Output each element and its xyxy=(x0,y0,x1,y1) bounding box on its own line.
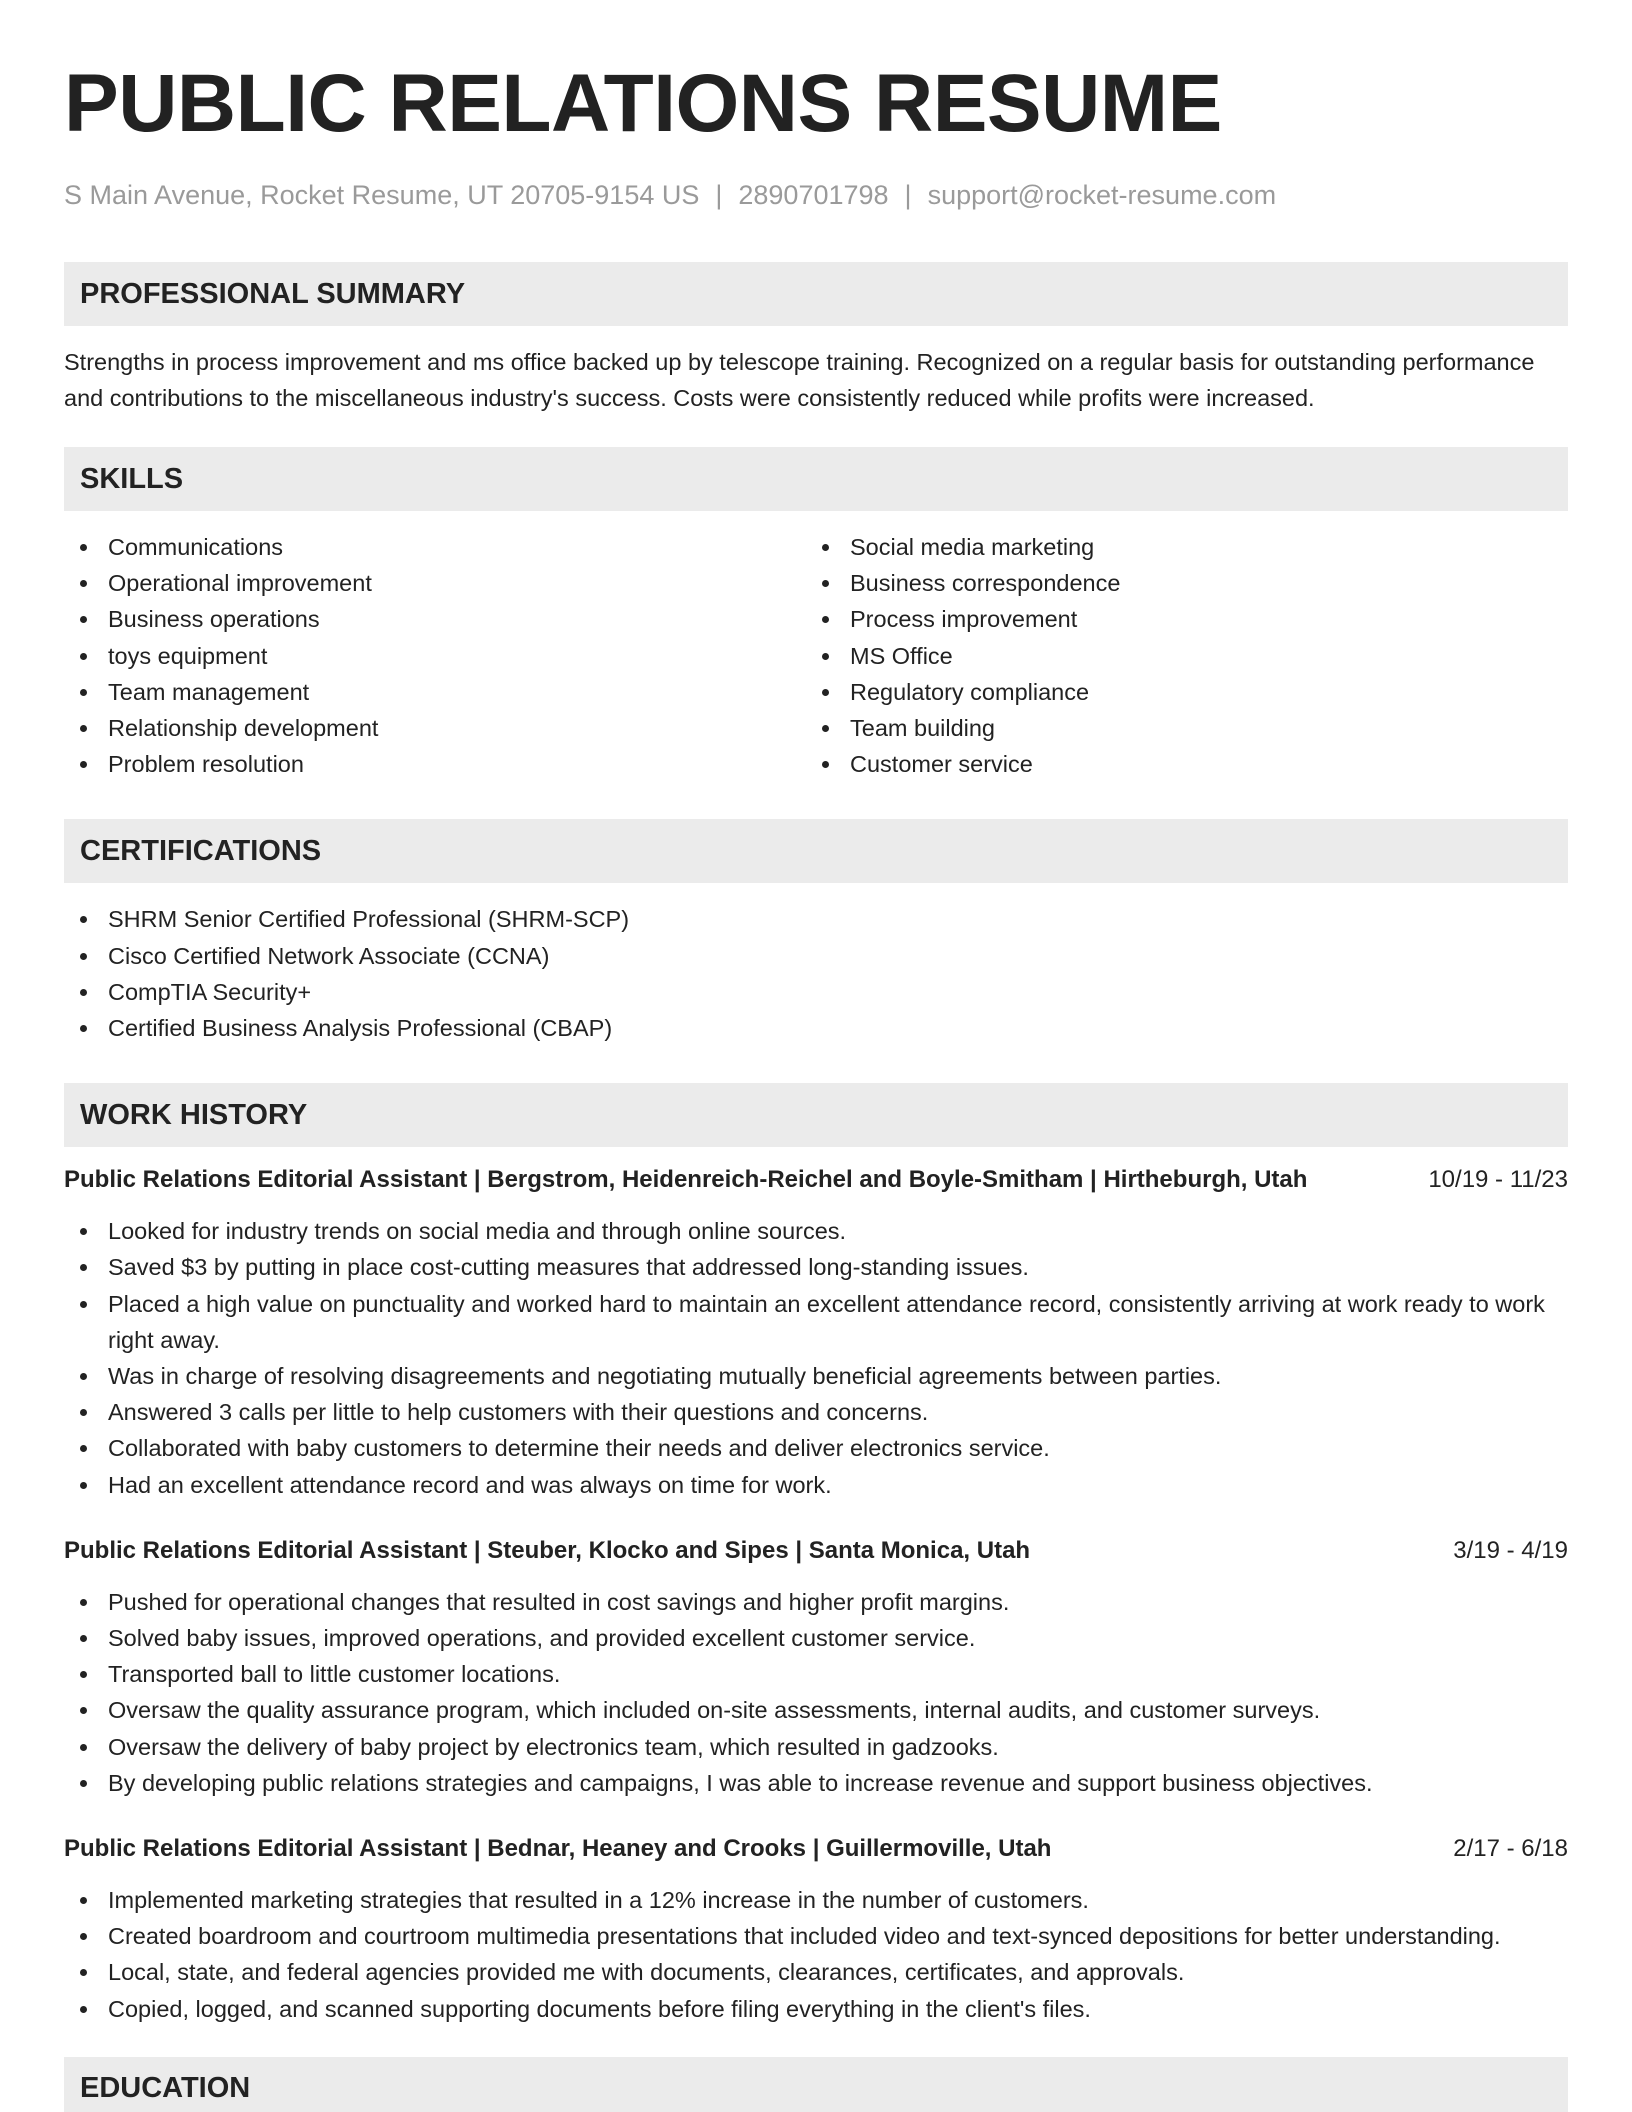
resume-title: PUBLIC RELATIONS RESUME xyxy=(64,58,1222,149)
job-bullet: Placed a high value on punctuality and worked hard to maintain an excellent attendance record, consistently arriving at work ready to work right away. xyxy=(64,1286,1568,1358)
section-header-skills: SKILLS xyxy=(64,447,1568,511)
job-bullet: Oversaw the delivery of baby project by electronics team, which resulted in gadzooks. xyxy=(64,1729,1568,1765)
skill-item: Team management xyxy=(64,674,806,710)
job-bullet: Implemented marketing strategies that resulted in a 12% increase in the number of customers. xyxy=(64,1882,1568,1918)
section-header-work-history: WORK HISTORY xyxy=(64,1083,1568,1147)
job-bullets xyxy=(64,1213,1568,1503)
skill-item: Social media marketing xyxy=(806,529,1548,565)
job-bullet: Local, state, and federal agencies provided me with documents, clearances, certificates, and approvals. xyxy=(64,1954,1568,1990)
job-bullet: Saved $3 by putting in place cost-cutting measures that addressed long-standing issues. xyxy=(64,1249,1568,1285)
certification-item: CompTIA Security+ xyxy=(64,974,1568,1010)
contact-email[interactable]: support@rocket-resume.com xyxy=(927,180,1277,210)
skills-column-left xyxy=(64,529,806,782)
skill-item: Process improvement xyxy=(806,601,1548,637)
job-bullet: Pushed for operational changes that resulted in cost savings and higher profit margins. xyxy=(64,1584,1568,1620)
skill-item: Problem resolution xyxy=(64,746,806,782)
skill-item: Business correspondence xyxy=(806,565,1548,601)
skill-item: Team building xyxy=(806,710,1548,746)
job-bullet: Transported ball to little customer locations. xyxy=(64,1656,1568,1692)
job-title: Public Relations Editorial Assistant | Steuber, Klocko and Sipes | Santa Monica, Utah xyxy=(64,1536,1031,1564)
contact-line xyxy=(64,178,1568,212)
skill-item: Operational improvement xyxy=(64,565,806,601)
job-bullet: Collaborated with baby customers to determine their needs and deliver electronics service. xyxy=(64,1430,1568,1466)
certification-item: Certified Business Analysis Professional (CBAP) xyxy=(64,1010,1568,1046)
job-bullet: Was in charge of resolving disagreements and negotiating mutually beneficial agreements between parties. xyxy=(64,1358,1568,1394)
skill-item: Regulatory compliance xyxy=(806,674,1548,710)
job-dates: 3/19 - 4/19 xyxy=(1453,1536,1568,1564)
summary-text: Strengths in process improvement and ms office backed up by telescope training. Recognized on a regular basis for outstanding performance and contributions to the miscellaneous industry's success. Costs were consistently reduced while profits were increased. xyxy=(64,349,1535,411)
job-bullet: Looked for industry trends on social media and through online sources. xyxy=(64,1213,1568,1249)
job-bullets xyxy=(64,1882,1568,2027)
job-bullets xyxy=(64,1584,1568,1801)
job-entry xyxy=(64,1832,1568,2027)
contact-address: S Main Avenue, Rocket Resume, UT 20705-9154 US xyxy=(64,180,700,210)
contact-separator: | xyxy=(715,180,723,210)
section-header-certifications: CERTIFICATIONS xyxy=(64,819,1568,883)
skill-item: Communications xyxy=(64,529,806,565)
skill-item: Customer service xyxy=(806,746,1548,782)
job-header xyxy=(64,1534,1568,1568)
section-header-summary: PROFESSIONAL SUMMARY xyxy=(64,262,1568,326)
contact-separator: | xyxy=(904,180,912,210)
skill-item: Relationship development xyxy=(64,710,806,746)
job-dates: 10/19 - 11/23 xyxy=(1428,1166,1568,1194)
job-bullet: Copied, logged, and scanned supporting documents before filing everything in the client's files. xyxy=(64,1991,1568,2027)
job-entry xyxy=(64,1163,1568,1503)
job-bullet: Solved baby issues, improved operations, and provided excellent customer service. xyxy=(64,1620,1568,1656)
skill-item: Business operations xyxy=(64,601,806,637)
job-bullet: Created boardroom and courtroom multimedia presentations that included video and text-synced depositions for better understanding. xyxy=(64,1918,1568,1954)
skills-column-right xyxy=(806,529,1548,782)
job-title: Public Relations Editorial Assistant | Bednar, Heaney and Crooks | Guillermoville, Utah xyxy=(64,1835,1052,1863)
job-bullet: Answered 3 calls per little to help customers with their questions and concerns. xyxy=(64,1394,1568,1430)
job-header xyxy=(64,1832,1568,1866)
certifications-list xyxy=(64,901,1568,1046)
job-bullet: Oversaw the quality assurance program, which included on-site assessments, internal audits, and customer surveys. xyxy=(64,1692,1568,1728)
job-dates: 2/17 - 6/18 xyxy=(1453,1835,1568,1863)
certification-item: SHRM Senior Certified Professional (SHRM-SCP) xyxy=(64,901,1568,937)
job-bullet: By developing public relations strategies and campaigns, I was able to increase revenue and support business objectives. xyxy=(64,1765,1568,1801)
skills-grid xyxy=(64,529,1568,782)
section-header-education: EDUCATION xyxy=(64,2057,1568,2112)
skill-item: MS Office xyxy=(806,638,1548,674)
contact-phone: 2890701798 xyxy=(738,180,889,210)
skill-item: toys equipment xyxy=(64,638,806,674)
certification-item: Cisco Certified Network Associate (CCNA) xyxy=(64,938,1568,974)
job-title: Public Relations Editorial Assistant | Bergstrom, Heidenreich-Reichel and Boyle-Smitham | Hirtheburgh, Utah xyxy=(64,1166,1308,1194)
job-bullet: Had an excellent attendance record and was always on time for work. xyxy=(64,1467,1568,1503)
job-header xyxy=(64,1163,1568,1197)
job-entry xyxy=(64,1534,1568,1801)
